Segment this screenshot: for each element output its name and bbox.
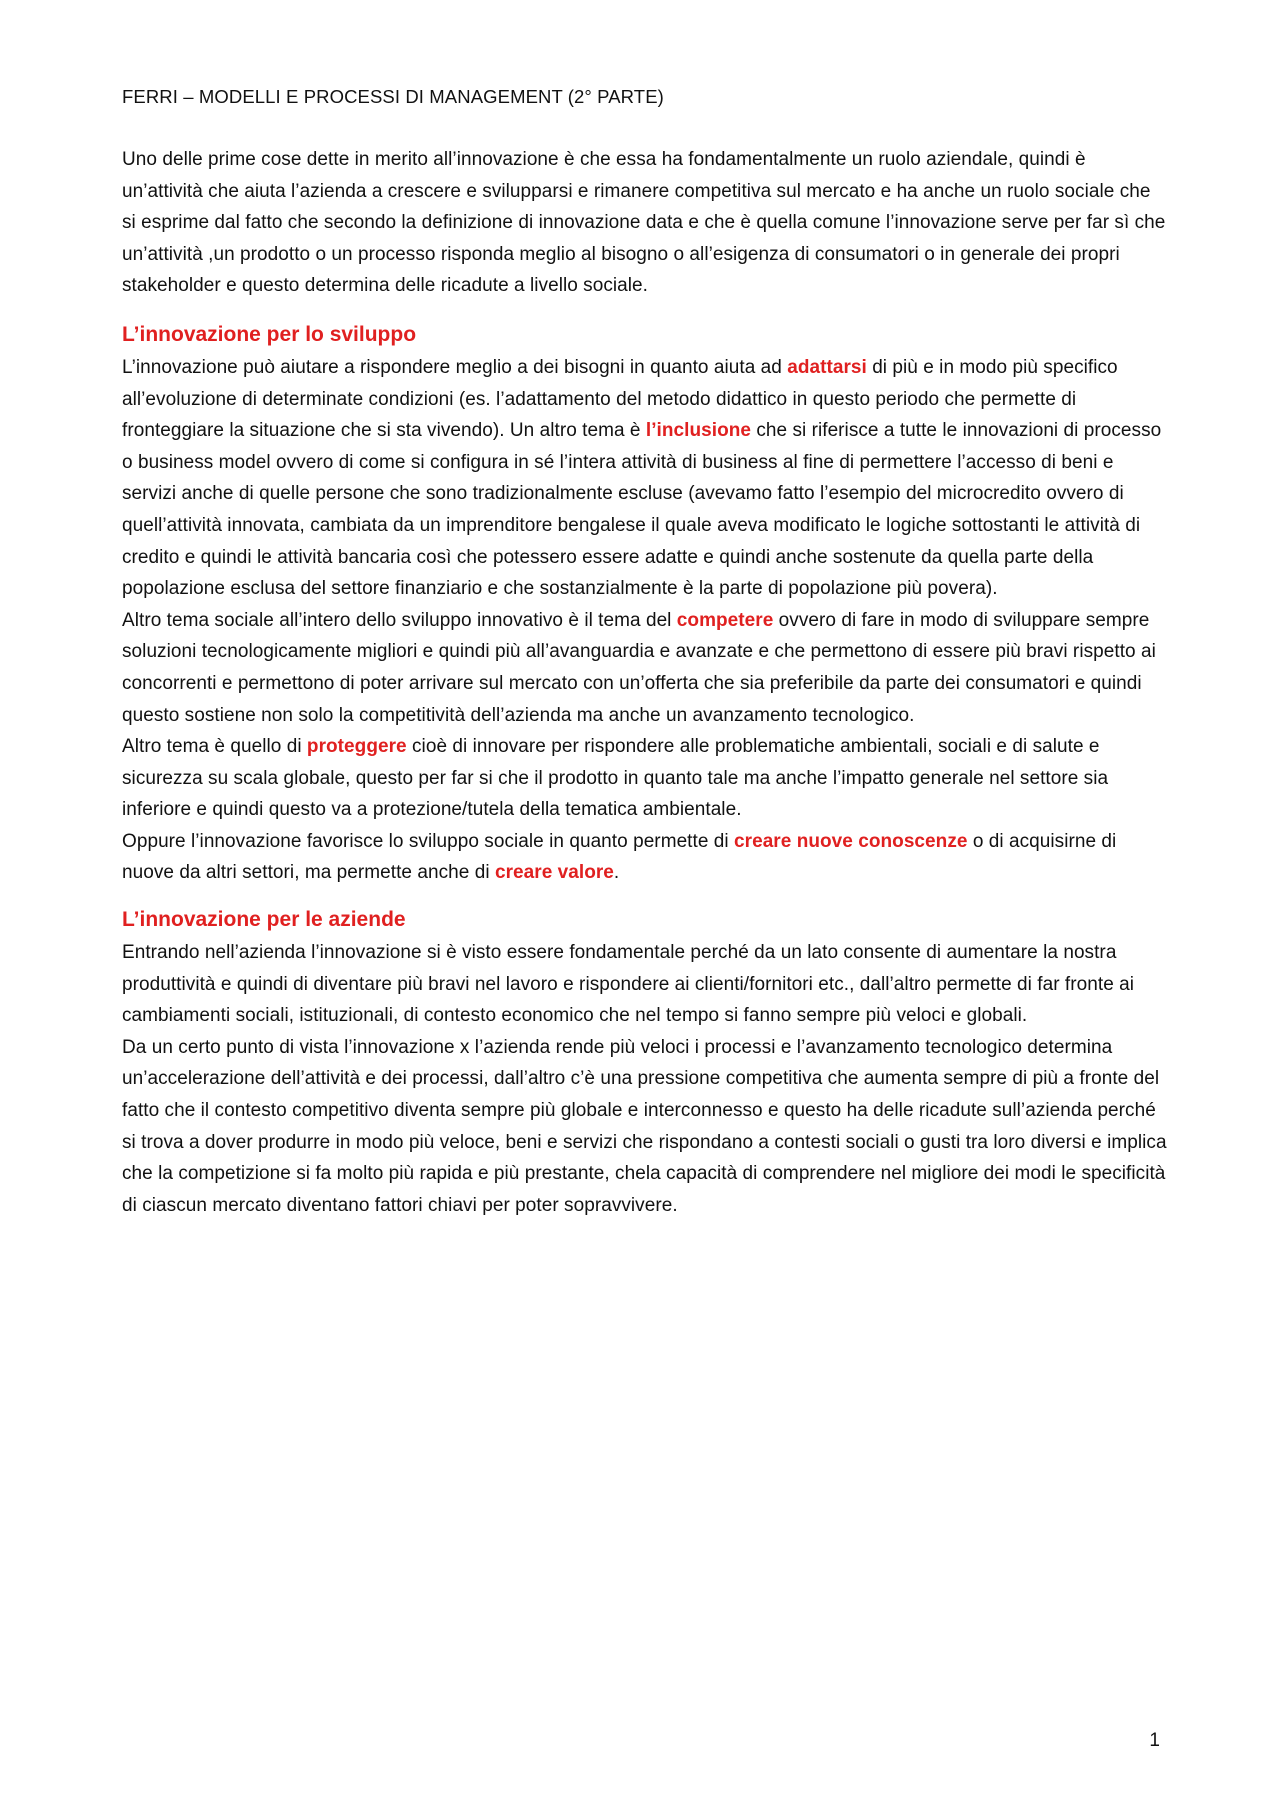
highlight-adattarsi: adattarsi: [787, 356, 867, 378]
paragraph-adattarsi-inclusione: [122, 352, 1168, 605]
paragraph-produttivita: Entrando nell’azienda l’innovazione si è visto essere fondamentale perché da un lato consente di aumentare la nostra produttività e quindi di diventare più bravi nel lavoro e rispondere ai clienti/fornitori etc., dall’altro permette di far fronte ai cambiamenti sociali, istituzionali, di contesto economico che nel tempo si fanno sempre più veloci e globali.: [122, 942, 1135, 1027]
text-run: Altro tema è quello di: [122, 736, 307, 758]
text-run: o di acquisirne di nuove da altri settori, ma permette anche di: [122, 830, 1117, 884]
highlight-creare-valore: creare valore: [494, 862, 614, 884]
text-run: cioè di innovare per rispondere alle problematiche ambientali, sociali e di salute e sicurezza su scala globale, questo per far si che il prodotto in quanto tale ma anche l’impatto generale nel settore sia inferiore e quindi questo va a protezione/tutela della tematica ambientale.: [122, 736, 1109, 821]
text-run: di più e in modo più specifico all’evoluzione di determinate condizioni (es. l’adattamento del metodo didattico in questo periodo che permette di fronteggiare la situazione che si sta vivendo). Un altro tema è: [122, 356, 1118, 442]
page-number: 1: [1149, 1730, 1160, 1751]
highlight-proteggere: proteggere: [306, 736, 407, 758]
section-heading-aziende: L’innovazione per le aziende: [122, 908, 406, 932]
document-header: FERRI – MODELLI E PROCESSI DI MANAGEMENT (2° PARTE): [122, 86, 664, 107]
document-body: [122, 84, 1168, 1221]
text-run: L’innovazione può aiutare a rispondere meglio a dei bisogni in quanto aiuta ad: [122, 356, 788, 378]
paragraph-proteggere: [122, 731, 1168, 826]
paragraph-competere: [122, 605, 1168, 731]
highlight-competere: competere: [676, 609, 774, 631]
text-run: che si riferisce a tutte le innovazioni di processo o business model ovvero di come si configura in sé l’intera attività di business al fine di permettere l’accesso di beni e servizi anche di quelle persone che sono tradizionalmente escluse (avevamo fatto l’esempio del microcredito ovvero di quell’attività innovata, cambiata da un imprenditore bengalese il quale aveva modificato le logiche sottostanti le attività di credito e quindi le attività bancaria così che potessero essere adatte e quindi anche sostenute da quella parte della popolazione esclusa del settore finanziario e che sostanzialmente è la parte di popolazione più povera).: [122, 420, 1162, 600]
text-run: .: [613, 862, 620, 884]
text-run: Altro tema sociale all’intero dello sviluppo innovativo è il tema del: [122, 609, 677, 631]
text-run: Oppure l’innovazione favorisce lo sviluppo sociale in quanto permette di: [122, 830, 735, 852]
paragraph-conoscenze-valore: [122, 826, 1168, 889]
text-run: ovvero di fare in modo di sviluppare sempre soluzioni tecnologicamente migliori e quindi più all’avanguardia e avanzate e che permettono di essere più bravi rispetto ai concorrenti e permettono di poter arrivare sul mercato con un’offerta che sia preferibile da parte dei consumatori e quindi questo sostiene non solo la competitività dell’azienda ma anche un avanzamento tecnologico.: [122, 609, 1156, 726]
highlight-creare-nuove-conoscenze: creare nuove conoscenze: [734, 830, 968, 852]
highlight-inclusione: l’inclusione: [645, 420, 751, 442]
intro-paragraph: Uno delle prime cose dette in merito all’innovazione è che essa ha fondamentalmente un ruolo aziendale, quindi è un’attività che aiuta l’azienda a crescere e svilupparsi e rimanere competitiva sul mercato e ha anche un ruolo sociale che si esprime dal fatto che secondo la definizione di innovazione data e che è quella comune l’innovazione serve per far sì che un’attività ,un prodotto o un processo risponda meglio al bisogno o all’esigenza di consumatori o in generale dei propri stakeholder e questo determina delle ricadute a livello sociale.: [122, 149, 1166, 297]
section-heading-sviluppo: L’innovazione per lo sviluppo: [122, 322, 417, 346]
paragraph-pressione-competitiva: Da un certo punto di vista l’innovazione x l’azienda rende più veloci i processi e l’avanzamento tecnologico determina un’accelerazione dell’attività e dei processi, dall’altro c’è una pressione competitiva che aumenta sempre di più a fronte del fatto che il contesto competitivo diventa sempre più globale e interconnesso e questo ha delle ricadute sull’azienda perché si trova a dover produrre in modo più veloce, beni e servizi che rispondano a contesti sociali o gusti tra loro diversi e implica che la competizione si fa molto più rapida e più prestante, chela capacità di comprendere nel migliore dei modi le specificità di ciascun mercato diventano fattori chiavi per poter sopravvivere.: [122, 1036, 1167, 1216]
